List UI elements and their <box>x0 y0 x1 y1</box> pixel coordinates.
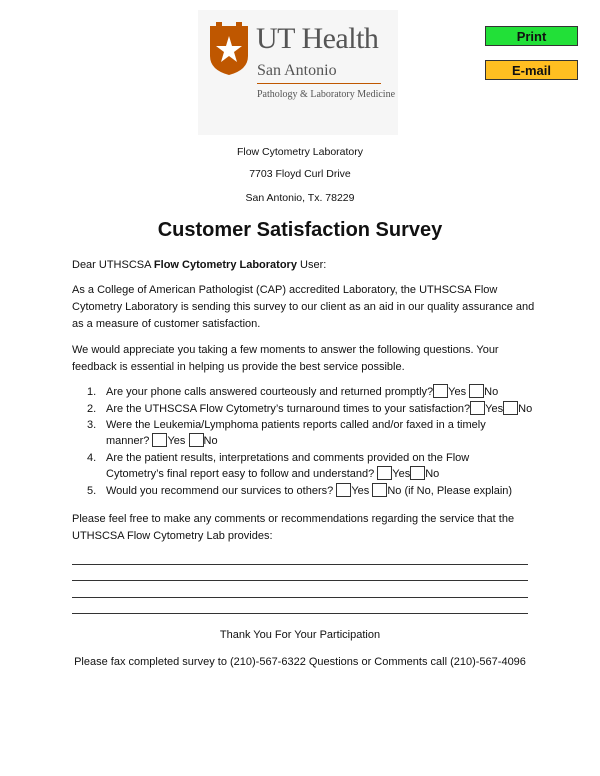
yes-label: Yes <box>448 386 467 398</box>
no-checkbox[interactable] <box>372 483 387 497</box>
question-text: Are your phone calls answered courteously and returned promptly? <box>106 386 434 398</box>
comment-line[interactable] <box>72 580 528 581</box>
question-1 <box>72 384 542 400</box>
no-label: No <box>425 468 440 480</box>
question-number: 4. <box>87 452 97 464</box>
fax-note: Please fax completed survey to (210)-567-6322 Questions or Comments call (210)-567-4096 <box>74 656 526 668</box>
logo-subtitle: San Antonio <box>257 62 337 79</box>
question-4 <box>72 450 542 482</box>
comment-line[interactable] <box>72 597 528 598</box>
logo-department: Pathology & Laboratory Medicine <box>257 89 396 100</box>
print-button[interactable]: Print <box>485 26 578 46</box>
question-number: 1. <box>87 386 97 398</box>
no-checkbox[interactable] <box>503 401 518 415</box>
page-title: Customer Satisfaction Survey <box>157 219 443 241</box>
question-text-cont: manner? <box>106 435 150 447</box>
star-shield-icon <box>208 20 250 76</box>
question-text: Would you recommend our survices to others? <box>106 485 334 497</box>
logo-divider <box>257 83 381 84</box>
address-street: 7703 Floyd Curl Drive <box>249 168 351 180</box>
yes-checkbox[interactable] <box>433 384 448 398</box>
comments-prompt: Please feel free to make any comments or recommendations regarding the service that the UTHSCSA Flow Cytometry Lab provides: <box>72 513 515 542</box>
thank-you-note: Thank You For Your Participation <box>219 629 381 641</box>
no-checkbox[interactable] <box>410 466 425 480</box>
question-text: Are the UTHSCSA Flow Cytometry’s turnaround times to your satisfaction? <box>106 403 471 415</box>
address-lab: Flow Cytometry Laboratory <box>236 146 364 158</box>
greeting-prefix: Dear UTHSCSA <box>72 259 154 271</box>
yes-checkbox[interactable] <box>152 433 167 447</box>
yes-label: Yes <box>485 403 504 415</box>
no-label: No <box>518 403 533 415</box>
no-checkbox[interactable] <box>189 433 204 447</box>
greeting <box>72 257 542 274</box>
yes-checkbox[interactable] <box>336 483 351 497</box>
no-label: No <box>203 435 218 447</box>
ut-health-logo <box>198 10 398 135</box>
address-city: San Antonio, Tx. 78229 <box>245 192 355 204</box>
comment-line[interactable] <box>72 564 528 565</box>
greeting-lab-name: Flow Cytometry Laboratory <box>153 259 297 271</box>
request-paragraph: We would appreciate you taking a few moments to answer the following questions. Your feedback is essential in helping us provide the best service possible. <box>72 344 499 373</box>
greeting-suffix: User: <box>296 259 327 271</box>
yes-checkbox[interactable] <box>377 466 392 480</box>
comment-line[interactable] <box>72 613 528 614</box>
question-text: Were the Leukemia/Lymphoma patients reports called and/or faxed in a timely <box>106 419 486 431</box>
question-text-cont: Cytometry’s final report easy to follow and understand? <box>106 468 375 480</box>
yes-label: Yes <box>351 485 370 497</box>
question-5 <box>72 483 542 499</box>
no-label: No <box>484 386 499 398</box>
yes-checkbox[interactable] <box>470 401 485 415</box>
question-number: 2. <box>87 403 97 415</box>
question-text: Are the patient results, interpretations and comments provided on the Flow <box>106 452 470 464</box>
intro-paragraph: As a College of American Pathologist (CAP) accredited Laboratory, the UTHSCSA Flow Cytometry Laboratory is sending this survey to our client as an aid in our quality assurance and as a measure of customer satisfaction. <box>72 284 535 330</box>
question-number: 3. <box>87 419 97 431</box>
yes-label: Yes <box>167 435 186 447</box>
email-button[interactable]: E-mail <box>485 60 578 80</box>
no-label: No (if No, Please explain) <box>387 485 513 497</box>
logo-wordmark: UT Health <box>256 22 379 55</box>
yes-label: Yes <box>392 468 411 480</box>
question-2 <box>72 401 542 417</box>
no-checkbox[interactable] <box>469 384 484 398</box>
question-number: 5. <box>87 485 97 497</box>
question-3 <box>72 417 542 449</box>
